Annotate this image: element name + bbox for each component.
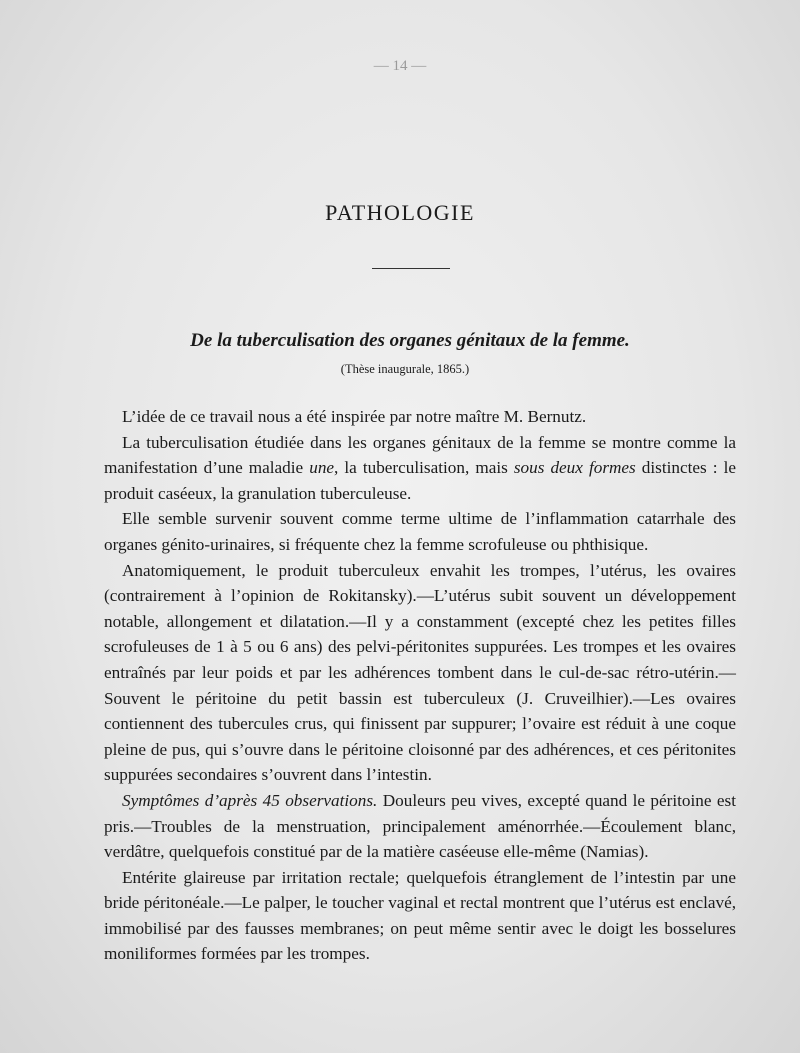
paragraph xyxy=(104,788,736,865)
text-run: distinctes : le produit caséeux, la granulation tuberculeuse. xyxy=(104,458,736,503)
text-run: L’idée de ce travail nous a été inspirée par notre maître M. Bernutz. xyxy=(122,407,587,426)
text-run: Anatomiquement, le produit tuberculeux envahit les trompes, l’utérus, les ovaires (contrairement à l’opinion de Rokitansky).—L’utérus subit souvent un développement notable, allongement et dilatation.—Il y a constamment (excepté chez les petites filles scrofuleuses de 1 à 5 ou 6 ans) des pelvi-péritonites suppurées. Les trompes et les ovaires entraînés par leur poids et par les adhérences tombent dans le cul-de-sac rétro-utérin.—Souvent le péritoine du petit bassin est tuberculeux (J. Cruveilhier).—Les ovaires contiennent des tubercules crus, qui finissent par suppurer; l’ovaire est réduit à une coque pleine de pus, qui s’ouvre dans le péritoine cloisonné par des adhérences, et ces péritonites suppurées secondaires s’ouvrent dans l’intestin. xyxy=(104,560,736,785)
text-run: La tuberculisation étudiée dans les organes génitaux de la femme se montre comme la manifestation d’une maladie xyxy=(104,432,736,478)
article-subtitle: De la tuberculisation des organes génitaux de la femme. xyxy=(190,330,630,351)
text-run: Douleurs peu vives, excepté quand le péritoine est pris.—Troubles de la menstruation, principalement aménorrhée.—Écoulement blanc, verdâtre, quelquefois constitué par de la matière caséeuse elle-même (Namias). xyxy=(104,790,736,862)
paragraph xyxy=(104,865,736,967)
paragraph xyxy=(104,430,736,507)
title-divider xyxy=(372,268,450,269)
page-number: — 14 — xyxy=(373,58,427,74)
article-body xyxy=(104,404,736,967)
thesis-note: (Thèse inaugurale, 1865.) xyxy=(340,362,470,376)
italic-text: une xyxy=(309,458,335,478)
italic-text: Symptômes d’après 45 observations. xyxy=(122,790,378,810)
italic-text: sous deux formes xyxy=(513,458,636,478)
paragraph xyxy=(104,506,736,557)
text-run: Entérite glaireuse par irritation rectale; quelquefois étranglement de l’intestin par une bride péritonéale.—Le palper, le toucher vaginal et rectal montrent que l’utérus est enclavé, immobilisé par des fausses membranes; on peut même sentir avec le doigt les bosselures moniliformes formées par les trompes. xyxy=(104,867,736,964)
paragraph xyxy=(104,404,736,430)
paragraph xyxy=(104,558,736,788)
text-run: , la tuberculisation, mais xyxy=(334,458,514,478)
text-run: Elle semble survenir souvent comme terme ultime de l’inflammation catarrhale des organes génito-urinaires, si fréquente chez la femme scrofuleuse ou phthisique. xyxy=(104,509,736,554)
section-title: PATHOLOGIE xyxy=(325,200,475,225)
